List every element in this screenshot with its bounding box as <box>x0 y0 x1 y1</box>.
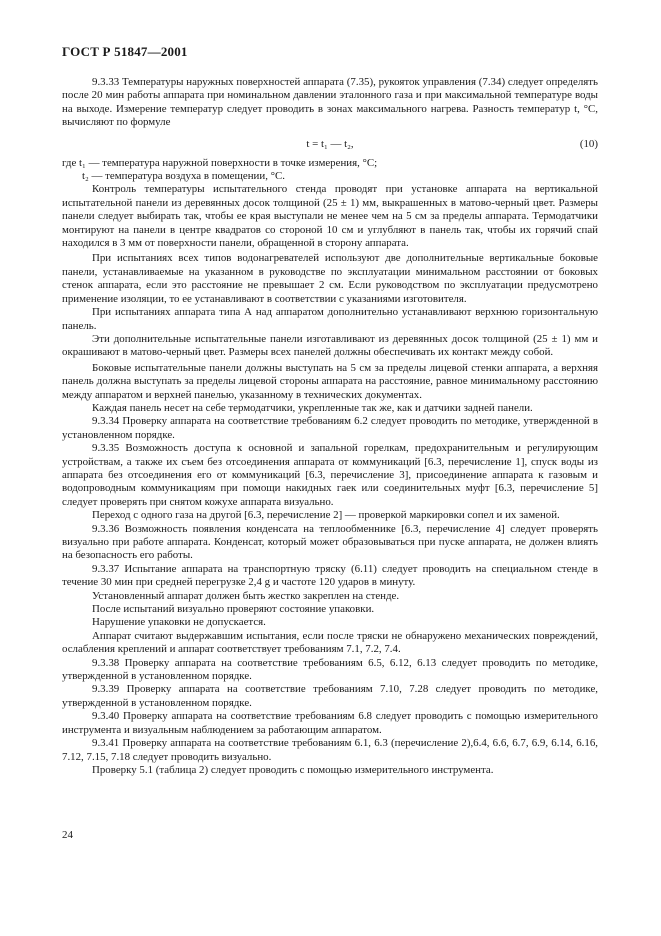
formula-expression: t = t₁ — t₂, <box>306 137 354 150</box>
paragraph-9-3-35: 9.3.35 Возможность доступа к основной и запальной горелкам, предохранительным и регулирующим устройствам, а также их съем без отсоединения аппарата от коммуникаций [6.3, перечисление 1], спуск воды из аппарата без отсоединения его от коммуникаций [6.3, перечисление 3], присоединение аппарата к газовым и водопроводным коммуникациям при помощи накидных гаек или соединительных муфт [6.3, перечисление 5] следует проверять при снятом кожухе аппарата визуально. <box>62 442 598 508</box>
paragraph: Эти дополнительные испытательные панели изготавливают из деревянных досок толщиной (25 ± 1) мм и окрашивают в матово-черный цвет. Размеры всех панелей должны обеспечивать их контакт между собой. <box>62 332 598 359</box>
paragraph-9-3-40: 9.3.40 Проверку аппарата на соответствие требованиям 6.8 следует проводить с помощью измерительного инструмента и визуальным наблюдением за работающим аппаратом. <box>62 710 598 736</box>
paragraph: При испытаниях всех типов водонагревателей используют две дополнительные вертикальные боковые панели, устанавливаемые на указанном в руководстве по эксплуатации минимальном расстоянии от боковых стенок аппарата, если это расстояние не превышает 2 см. Если руководством по эксплуатации предусмотрено применение изоляции, то ее устанавливают в соответствии с указаниями изготовителя. <box>62 252 598 305</box>
document-header: ГОСТ Р 51847—2001 <box>62 44 188 59</box>
paragraph: Нарушение упаковки не допускается. <box>92 616 266 629</box>
formula-where-t1: где t₁ — температура наружной поверхности в точке измерения, °С; <box>62 156 378 169</box>
paragraph: Контроль температуры испытательного стенда проводят при установке аппарата на вертикальной испытательной панели из деревянных досок толщиной (25 ± 1) мм, выкрашенных в матово-черный цвет. Размеры панели следует выбирать так, чтобы ее края выступали не менее чем на 5 см за пределы аппарата. Термодатчики монтируют на панели в центре квадратов со стороной 10 см и углубляют в панель так, чтобы их горячий спай находился в 3 мм от поверхности панели, обращенной в сторону аппарата. <box>62 183 598 250</box>
paragraph-9-3-41: 9.3.41 Проверку аппарата на соответствие требованиям 6.1, 6.3 (перечисление 2),6.4, 6.6, 6.7, 6.9, 6.14, 6.16, 7.12, 7.15, 7.18 следует проводить визуально. <box>62 737 598 763</box>
paragraph: При испытаниях аппарата типа А над аппаратом дополнительно устанавливают верхнюю горизонтальную панель. <box>62 306 598 332</box>
paragraph: Каждая панель несет на себе термодатчики, укрепленные так же, как и датчики задней панели. <box>92 401 533 414</box>
formula-10 <box>62 133 598 155</box>
paragraph: Проверку 5.1 (таблица 2) следует проводить с помощью измерительного инструмента. <box>92 763 494 776</box>
document-body <box>62 76 598 777</box>
paragraph-9-3-37: 9.3.37 Испытание аппарата на транспортную тряску (6.11) следует проводить на специальном стенде в течение 30 мин при средней перегрузке 2,4 g и частоте 120 ударов в минуту. <box>62 562 598 589</box>
paragraph: После испытаний визуально проверяют состояние упаковки. <box>92 603 375 616</box>
paragraph: Боковые испытательные панели должны выступать на 5 см за пределы лицевой стенки аппарата, а верхняя панель должна выступать за пределы лицевой стороны аппарата на расстояние, равное минимальному расстоянию между аппаратом и верхней панелью, указанному в технических документах. <box>62 361 598 401</box>
paragraph: Установленный аппарат должен быть жестко закреплен на стенде. <box>92 589 400 602</box>
paragraph-9-3-39: 9.3.39 Проверку аппарата на соответствие требованиям 7.10, 7.28 следует проводить по методике, утвержденной в установленном порядке. <box>62 683 598 709</box>
paragraph: Переход с одного газа на другой [6.3, перечисление 2] — проверкой маркировки сопел и их заменой. <box>92 509 560 522</box>
paragraph-9-3-36: 9.3.36 Возможность появления конденсата на теплообменнике [6.3, перечисление 4] следует проверять визуально при работе аппарата. Конденсат, который может образовываться при пуске аппарата, не должен влиять на безопасность его работы. <box>62 522 598 562</box>
paragraph-9-3-33: 9.3.33 Температуры наружных поверхностей аппарата (7.35), рукояток управления (7.34) следует определять после 20 мин работы аппарата при номинальном давлении эталонного газа и при максимальной температуре воды на выходе. Измерение температур следует проводить в зонах максимального нагрева. Разность температур t, °С, вычисляют по формуле <box>62 76 598 129</box>
formula-where-t2: t₂ — температура воздуха в помещении, °С. <box>82 170 285 183</box>
paragraph-9-3-38: 9.3.38 Проверку аппарата на соответствие требованиям 6.5, 6.12, 6.13 следует проводить по методике, утвержденной в установленном порядке. <box>62 656 598 683</box>
paragraph: Аппарат считают выдержавшим испытания, если после тряски не обнаружено механических повреждений, ослабления креплений и аппарат соответствует требованиям 7.1, 7.2, 7.4. <box>62 629 598 656</box>
paragraph-9-3-34: 9.3.34 Проверку аппарата на соответствие требованиям 6.2 следует проводить по методике, утвержденной в установленном порядке. <box>62 415 598 441</box>
page-number: 24 <box>62 829 73 841</box>
formula-number: (10) <box>579 137 598 150</box>
